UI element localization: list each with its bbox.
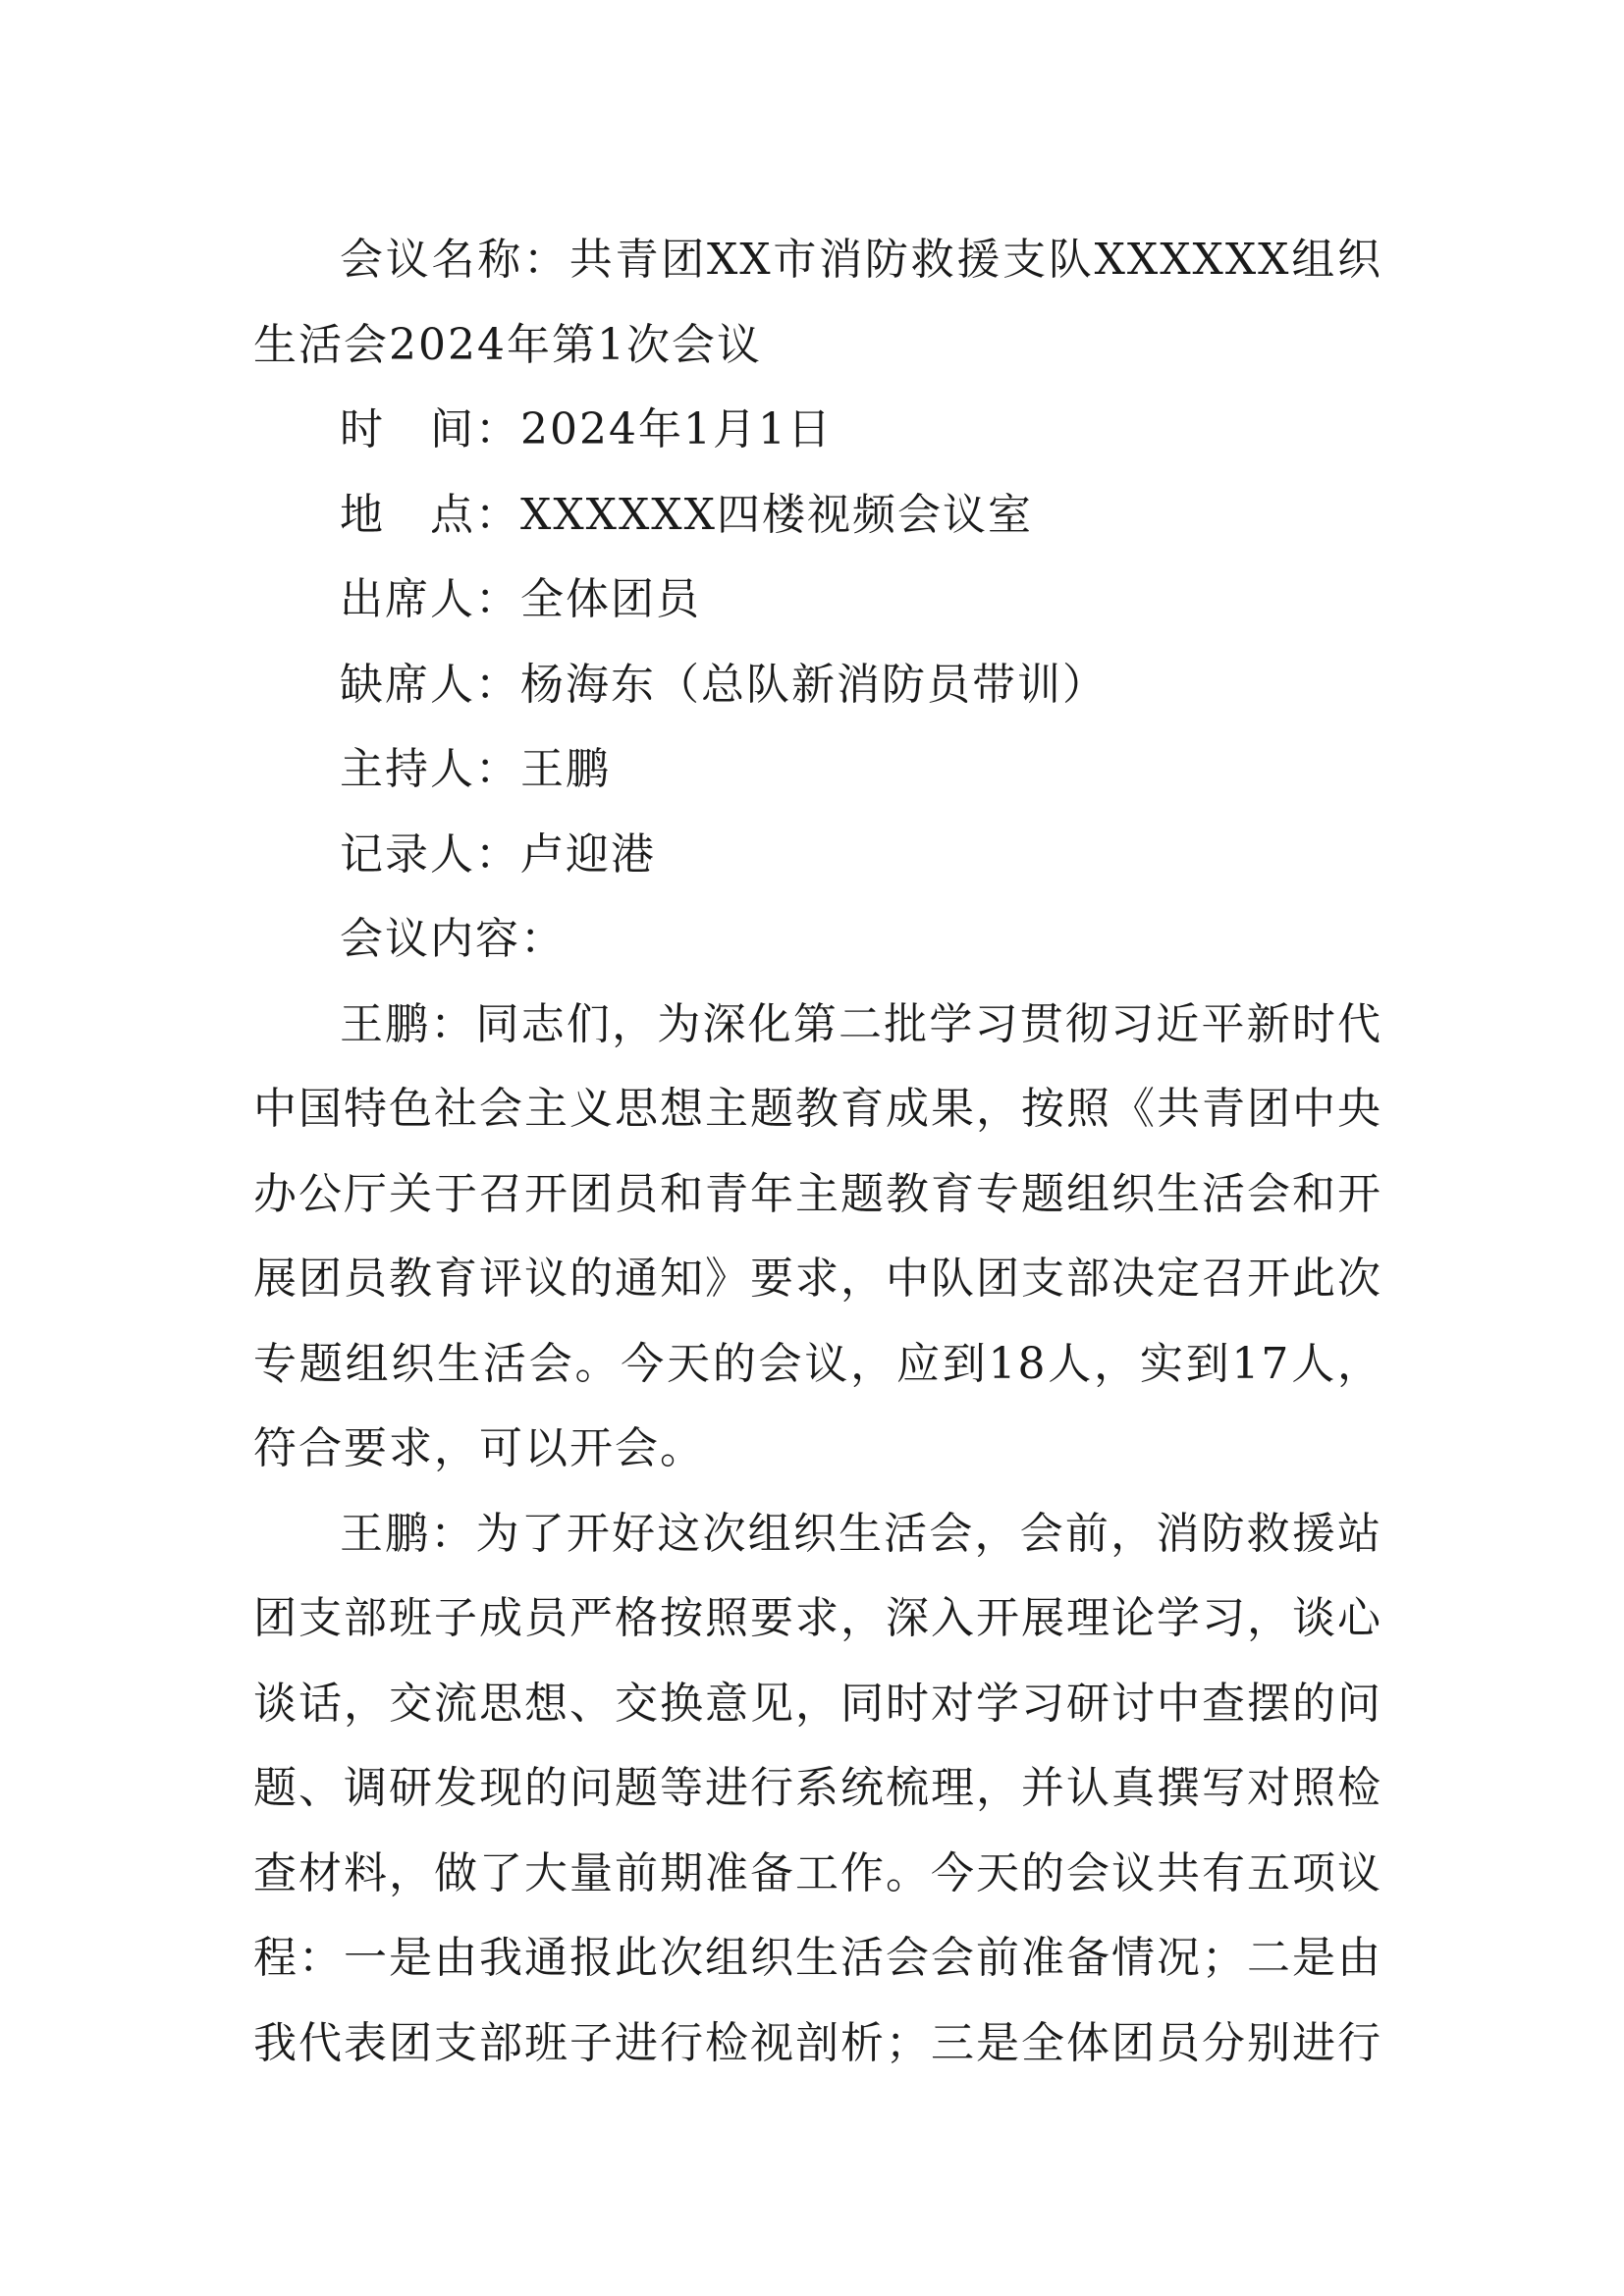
meeting-host: 主持人：王鹏: [340, 744, 611, 794]
meeting-attendees: 出席人：全体团员: [340, 574, 701, 624]
meeting-absentees: 缺席人：杨海东（总队新消防员带训）: [340, 659, 1108, 710]
meeting-time: 时 间：2024年1月1日: [340, 404, 833, 454]
body-paragraph-1: 王鹏：同志们，为深化第二批学习贯彻习近平新时代中国特色社会主义思想主题教育成果，按照《共青团中央办公厅关于召开团员和青年主题教育专题组织生活会和开展团员教育评议的通知》要求，中队团支部决定召开此次专题组织生活会。今天的会议，应到18人，实到17人，符合要求，可以开会。: [253, 998, 1382, 1473]
meeting-recorder: 记录人：卢迎港: [340, 828, 656, 880]
body-paragraph-2: 王鹏：为了开好这次组织生活会，会前，消防救援站团支部班子成员严格按照要求，深入开展理论学习，谈心谈话，交流思想、交换意见，同时对学习研讨中查摆的问题、调研发现的问题等进行系统梳理，并认真撰写对照检查材料，做了大量前期准备工作。今天的会议共有五项议程：一是由我通报此次组织生活会会前准备情况；二是由我代表团支部班子进行检视剖析；三是全体团员分别进行: [253, 1508, 1382, 2068]
meeting-content-label: 会议内容：: [340, 914, 566, 964]
meeting-place: 地 点：XXXXXX四楼视频会议室: [340, 489, 1033, 540]
meeting-name: 会议名称：共青团XX市消防救援支队XXXXXX组织生活会2024年第1次会议: [253, 235, 1382, 370]
document-body: [253, 218, 1382, 2086]
